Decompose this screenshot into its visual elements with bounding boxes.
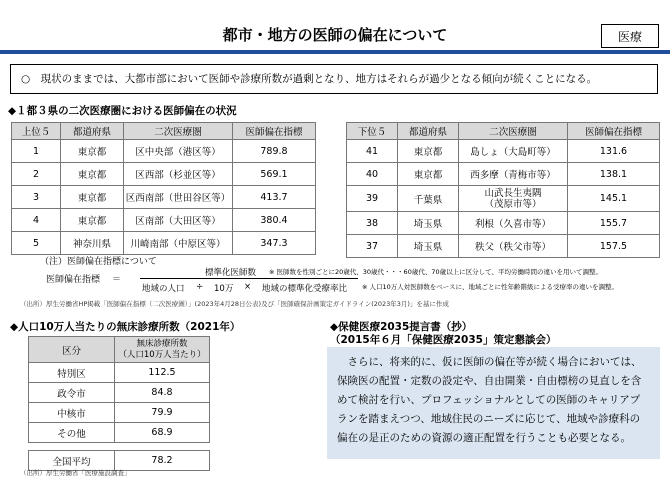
value-cell: 789.8 [233,140,316,163]
table-row [12,186,316,209]
category-cell: その他 [29,423,115,443]
section-title-distribution: ◆１都３県の二次医療圏における医師偏在の状況 [8,105,237,117]
formula-equals: ＝ [112,275,122,285]
section-title-clinics: ◆人口10万人当たりの無床診療所数（2021年） [10,321,241,333]
rank-cell: 41 [347,140,398,163]
table-row [347,235,660,258]
category-cell: 全国平均 [29,451,115,471]
source-note-1: （出所）厚生労働省HP掲載「医師偏在指標（二次医療圏）」(2023年4月28日公表)及び「医師確保計画策定ガイドライン(2023年3月)」を基に作成 [20,300,449,308]
table-row [29,403,210,423]
col-header: 二次医療圏 [124,123,233,140]
pref-cell: 東京都 [61,186,124,209]
rank-cell: 1 [12,140,61,163]
table-row [347,212,660,235]
top5-table [11,122,316,255]
rank-cell: 40 [347,163,398,186]
value-cell: 347.3 [233,232,316,255]
area-cell: 区西部（杉並区等） [124,163,233,186]
area-cell: 川崎南部（中原区等） [124,232,233,255]
value-cell: 79.9 [115,403,210,423]
source-note-2: （出所）厚生労働省「医療施設調査」 [20,469,131,477]
rank-cell: 39 [347,186,398,212]
area-cell: 区南部（大田区等） [124,209,233,232]
value-cell: 569.1 [233,163,316,186]
formula-note-2: ※ 人口10万人対医師数をベースに、地域ごとに性年齢階級による受療率の違いを調整。 [362,283,618,291]
table-row [29,423,210,443]
formula-100k: 10万 [214,284,234,294]
col-header: 都道府県 [61,123,124,140]
value-cell: 157.5 [568,235,660,258]
proposal-quote: さらに、将来的に、仮に医師の偏在等が続く場合においては、保険医の配置・定数の設定や、自由開業・自由標榜の見直しを含めて検討を行い、プロフェッショナルとしての医師のキャリアプランを踏まえつつ、地域住民のニーズに応じて、地域や診療科の偏在の是正のための資源の適正配置を行うことも必要となる。 [327,347,660,459]
area-cell: 山武長生夷隅 （茂原市等） [459,186,568,212]
category-cell: 特別区 [29,363,115,383]
pref-cell: 埼玉県 [398,212,459,235]
rank-cell: 37 [347,235,398,258]
value-cell: 84.8 [115,383,210,403]
table-row [12,140,316,163]
table-row [12,163,316,186]
formula-numerator: 標準化医師数 [205,268,257,278]
category-cell: 中核市 [29,403,115,423]
rank-cell: 3 [12,186,61,209]
table-row [347,140,660,163]
spacer [29,443,115,451]
pref-cell: 神奈川県 [61,232,124,255]
pref-cell: 東京都 [61,140,124,163]
title-rule [0,50,670,54]
formula-note-1: ※ 医師数を性別ごとに20歳代、30歳代・・・60歳代、70歳以上に区分して、平均労働時間の違いを用いて調整。 [269,268,602,276]
table-row [29,363,210,383]
category-tag: 医療 [601,24,659,48]
formula-lhs: 医師偏在指標 [46,275,101,285]
formula-ratio: 地域の標準化受療率比 [262,284,348,294]
col-header: 医師偏在指標 [233,123,316,140]
area-cell: 利根（久喜市等） [459,212,568,235]
formula-population: 地域の人口 [142,284,185,294]
value-cell: 131.6 [568,140,660,163]
table-row [347,186,660,212]
rank-cell: 4 [12,209,61,232]
col-header: 上位５ [12,123,61,140]
formula-times: × [244,282,252,292]
area-cell: 島しょ（大島町等） [459,140,568,163]
pref-cell: 千葉県 [398,186,459,212]
rank-cell: 5 [12,232,61,255]
value-cell: 78.2 [115,451,210,471]
rank-cell: 2 [12,163,61,186]
pref-cell: 東京都 [61,163,124,186]
category-cell: 政令市 [29,383,115,403]
table-row [29,383,210,403]
col-header: 下位５ [347,123,398,140]
area-cell: 区中央部（港区等） [124,140,233,163]
col-header: 都道府県 [398,123,459,140]
value-cell: 413.7 [233,186,316,209]
formula-note-title: （注）医師偏在指標について [40,257,157,267]
col-header: 区分 [29,337,115,363]
pref-cell: 東京都 [398,163,459,186]
area-cell: 西多摩（青梅市等） [459,163,568,186]
value-cell: 68.9 [115,423,210,443]
table-row [347,163,660,186]
value-cell: 380.4 [233,209,316,232]
area-cell: 区西南部（世田谷区等） [124,186,233,209]
col-header: 無床診療所数 （人口10万人当たり） [115,337,210,363]
clinic-table [28,336,210,471]
col-header: 二次医療圏 [459,123,568,140]
col-header: 医師偏在指標 [568,123,660,140]
value-cell: 145.1 [568,186,660,212]
table-row [12,209,316,232]
fraction-bar [140,278,358,279]
page-title: 都市・地方の医師の偏在について [222,26,448,44]
value-cell: 112.5 [115,363,210,383]
table-row [12,232,316,255]
pref-cell: 東京都 [61,209,124,232]
bottom5-table [346,122,660,258]
pref-cell: 埼玉県 [398,235,459,258]
summary-box: ○ 現状のままでは、大都市部において医師や診療所数が過剰となり、地方はそれらが過少となる傾向が続くことになる。 [10,64,658,94]
value-cell: 138.1 [568,163,660,186]
area-cell: 秩父（秩父市等） [459,235,568,258]
rank-cell: 38 [347,212,398,235]
pref-cell: 東京都 [398,140,459,163]
spacer [115,443,210,451]
section-subtitle-proposal: （2015年６月「保健医療2035」策定懇談会） [330,334,557,346]
value-cell: 155.7 [568,212,660,235]
formula-divide: ÷ [196,282,204,292]
section-title-proposal: ◆保健医療2035提言書（抄） [330,321,473,333]
